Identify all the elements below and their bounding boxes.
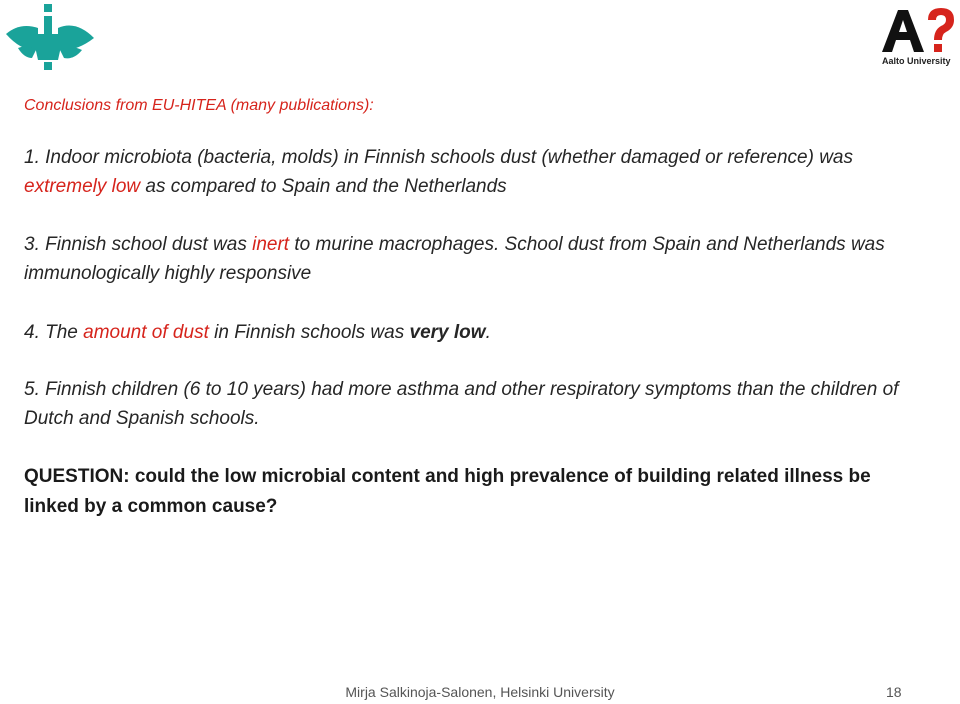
- conclusion-4-text-e: .: [485, 322, 491, 343]
- helsinki-university-flame-icon: [4, 4, 96, 78]
- conclusion-4: [24, 318, 904, 347]
- aalto-caption: Aalto University: [882, 56, 951, 66]
- page-number: 18: [886, 684, 902, 700]
- conclusion-4-text-a: 4. The: [24, 322, 84, 343]
- conclusion-3-highlight: inert: [252, 234, 290, 255]
- helsinki-university-logo: [4, 4, 96, 78]
- conclusion-5: 5. Finnish children (6 to 10 years) had more asthma and other respiratory symptoms than the children of Dutch and Spanish schools.: [24, 379, 899, 429]
- question-text: QUESTION: could the low microbial content and high prevalence of building related illness be linked by a common cause?: [24, 466, 871, 517]
- conclusion-4-emphasis: very low: [409, 322, 486, 343]
- slide-heading: Conclusions from EU-HITEA (many publications):: [24, 97, 374, 114]
- conclusion-4-text-c: in Finnish schools was: [208, 322, 410, 343]
- aalto-university-logo: [880, 6, 958, 68]
- conclusion-3-text-a: 3. Finnish school dust was: [24, 234, 253, 255]
- conclusion-1-highlight: extremely low: [24, 176, 141, 197]
- conclusion-1-text-a: 1. Indoor microbiota (bacteria, molds) in Finnish schools dust (whether damaged or reference) was: [24, 147, 853, 168]
- conclusion-3: [24, 230, 904, 288]
- conclusion-4-highlight: amount of dust: [83, 322, 209, 343]
- footer-author: Mirja Salkinoja-Salonen, Helsinki University: [345, 684, 615, 700]
- conclusion-1: [24, 143, 904, 201]
- conclusion-1-text-c: as compared to Spain and the Netherlands: [140, 176, 507, 197]
- conclusion-3-text-c: to murine macrophages. School dust from Spain and Netherlands was immunologically highly responsive: [24, 234, 885, 284]
- aalto-a-question-icon: [880, 6, 958, 56]
